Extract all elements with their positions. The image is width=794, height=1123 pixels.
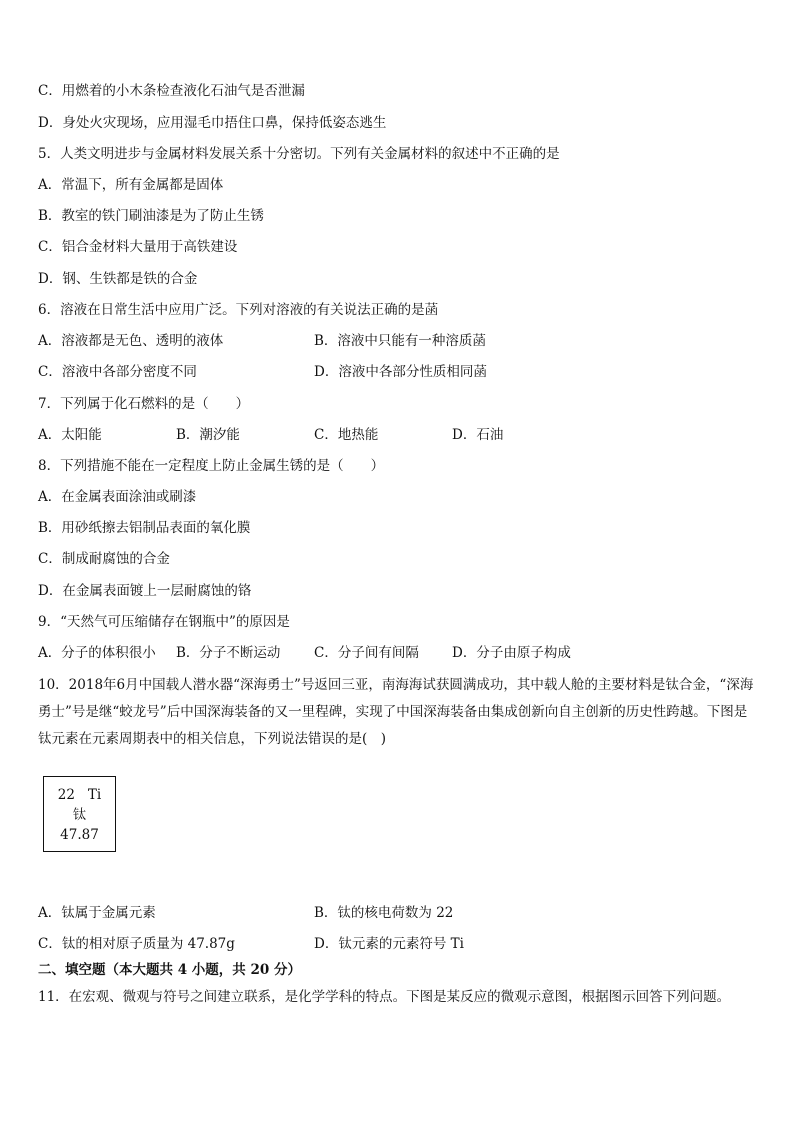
q4-option-c: C．用燃着的小木条检查液化石油气是否泄漏 — [38, 83, 305, 99]
titanium-element-card — [43, 776, 116, 852]
element-atomic-mass: 47.87 — [60, 827, 99, 843]
element-name: 钛 — [72, 807, 87, 823]
q5-option-b: B．教室的铁门刷油漆是为了防止生锈 — [38, 208, 264, 224]
q10-option-d: D．钛元素的元素符号 Ti — [314, 936, 464, 952]
q10-option-c: C．钛的相对原子质量为 47.87g — [38, 936, 235, 952]
q7-option-a: A．太阳能 — [38, 427, 102, 443]
q10-stem: 10．2018年6月中国载人潜水器“深海勇士”号返回三亚，南海海试获圆满成功，其中载人舱的主要材料是钛合金，“深海勇士”号是继“蛟龙号”后中国深海装备的又一里程碑，实现了中国深海装备由集成创新向自主创新的历史性跨越。下图是钛元素在元素周期表中的相关信息，下列说法错误的是( ) — [38, 677, 754, 747]
q6-option-a: A．溶液都是无色、透明的液体 — [38, 333, 224, 349]
q8-option-d: D．在金属表面镀上一层耐腐蚀的铬 — [38, 583, 252, 599]
q8-option-c: C．制成耐腐蚀的合金 — [38, 551, 170, 567]
q11-stem: 11．在宏观、微观与符号之间建立联系，是化学学科的特点。下图是某反应的微观示意图，根据图示回答下列问题。 — [38, 989, 731, 1005]
q9-option-a: A．分子的体积很小 — [38, 645, 156, 661]
q8-option-b: B．用砂纸擦去铝制品表面的氧化膜 — [38, 520, 251, 536]
q5-option-c: C．铝合金材料大量用于高铁建设 — [38, 239, 238, 255]
q9-option-b: B．分子不断运动 — [176, 645, 281, 661]
q8-stem: 8．下列措施不能在一定程度上防止金属生锈的是（ ） — [38, 458, 385, 474]
q6-option-c: C．溶液中各部分密度不同 — [38, 364, 197, 380]
element-atomic-number: 22 — [57, 787, 75, 803]
q8-option-a: A．在金属表面涂油或刷漆 — [38, 489, 197, 505]
q10-option-a: A．钛属于金属元素 — [38, 905, 156, 921]
q6-option-b: B．溶液中只能有一种溶质菡 — [314, 333, 486, 349]
q6-stem: 6．溶液在日常生活中应用广泛。下列对溶液的有关说法正确的是菡 — [38, 302, 439, 318]
q9-option-d: D．分子由原子构成 — [452, 645, 571, 661]
q7-option-c: C．地热能 — [314, 427, 379, 443]
q5-stem: 5．人类文明进步与金属材料发展关系十分密切。下列有关金属材料的叙述中不正确的是 — [38, 146, 560, 162]
element-symbol: Ti — [87, 787, 102, 803]
element-number-symbol — [44, 785, 115, 805]
q5-option-d: D．钢、生铁都是铁的合金 — [38, 271, 198, 287]
q7-stem: 7．下列属于化石燃料的是（ ） — [38, 396, 250, 412]
q9-option-c: C．分子间有间隔 — [314, 645, 419, 661]
section-heading: 二、填空题（本大题共 4 小题，共 20 分） — [38, 962, 301, 978]
q7-option-b: B．潮汐能 — [176, 427, 240, 443]
q10-option-b: B．钛的核电荷数为 22 — [314, 905, 454, 921]
q5-option-a: A．常温下，所有金属都是固体 — [38, 177, 224, 193]
q9-stem: 9．“天然气可压缩储存在钢瓶中”的原因是 — [38, 614, 290, 630]
q4-option-d: D．身处火灾现场，应用湿毛巾捂住口鼻，保持低姿态逃生 — [38, 115, 387, 131]
q7-option-d: D．石油 — [452, 427, 504, 443]
q6-option-d: D．溶液中各部分性质相同菡 — [314, 364, 487, 380]
